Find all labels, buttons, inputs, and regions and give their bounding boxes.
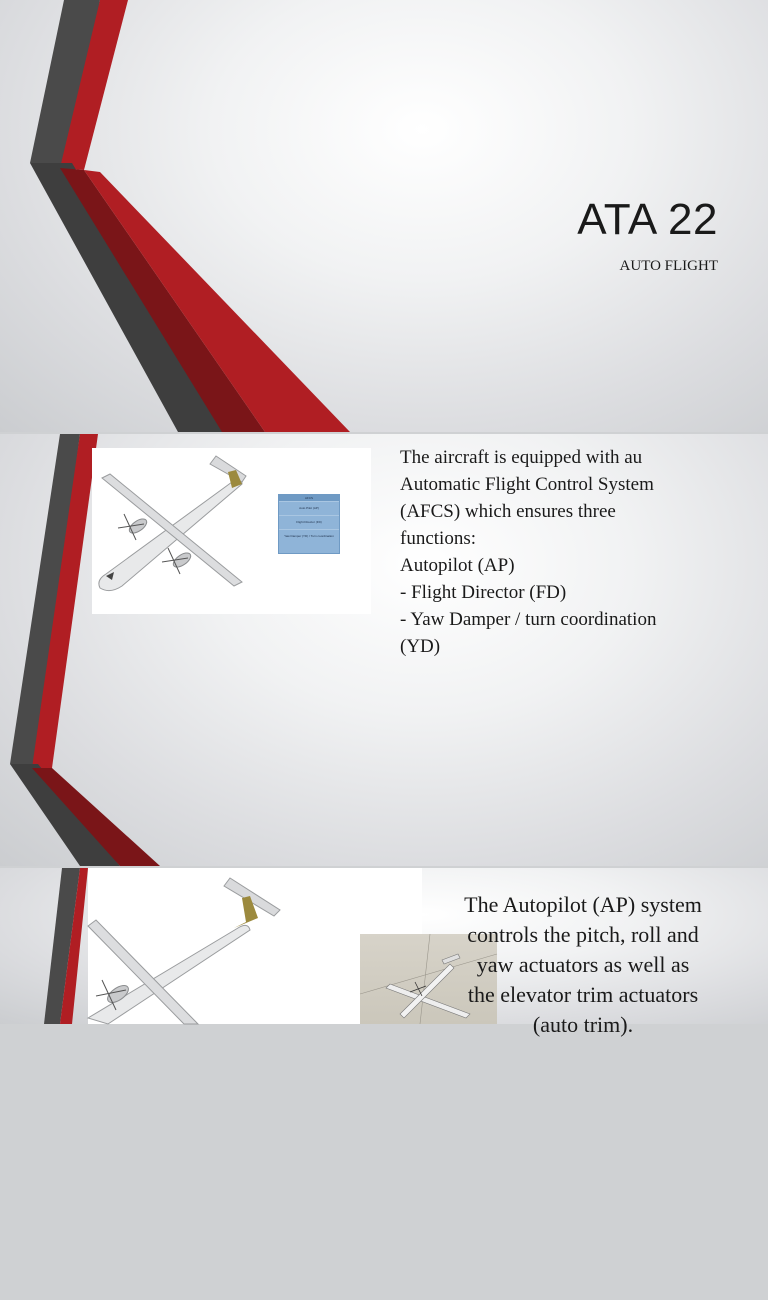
autopilot-description (438, 890, 728, 1040)
afcs-row-yd: Yaw Damper (YD) / Turn coordination (284, 534, 334, 538)
text-line: (auto trim). (532, 1012, 634, 1037)
slide-title (0, 0, 768, 432)
text-line: Autopilot (AP) (400, 555, 515, 576)
afcs-row-fd: Flight Director (FD) (279, 516, 339, 530)
text-line: (YD) (400, 636, 441, 657)
afcs-diagram-box (278, 494, 340, 554)
slide-afcs-overview (0, 434, 768, 866)
text-line: - Yaw Damper / turn coordination (400, 609, 657, 630)
slide-autopilot (0, 868, 768, 1037)
text-line: functions: (400, 528, 476, 549)
slide-subtitle-text: AUTO FLIGHT (619, 258, 718, 274)
afcs-row-ap: Auto Pilot (AP) (279, 502, 339, 516)
text-line: yaw actuators as well as (476, 952, 690, 977)
aircraft-illustration-icon (92, 448, 262, 614)
text-line: Automatic Flight Control System (400, 474, 654, 495)
text-line: The Autopilot (AP) system (464, 892, 702, 917)
text-line: The aircraft is equipped with au (400, 447, 643, 468)
text-line: controls the pitch, roll and (467, 922, 699, 947)
text-line: the elevator trim actuators (467, 982, 699, 1007)
aircraft-figure-panel (92, 448, 371, 614)
text-line: - Flight Director (FD) (400, 582, 567, 603)
afcs-description (400, 444, 720, 660)
slide-title-text: ATA 22 (577, 195, 718, 244)
afcs-header: AFCS (279, 495, 339, 502)
aircraft-figure-panel (88, 868, 422, 1024)
text-line: (AFCS) which ensures three (400, 501, 616, 522)
aircraft-illustration-icon (88, 868, 288, 1024)
